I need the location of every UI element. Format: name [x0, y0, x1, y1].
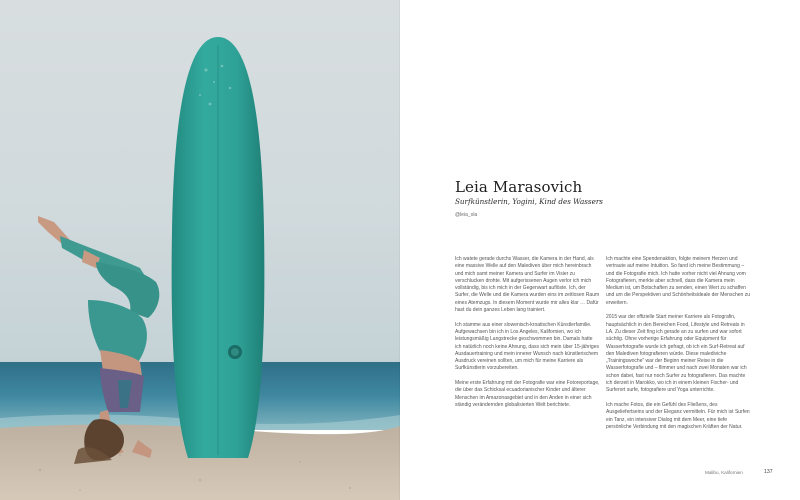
- photo-caption: Malibu, Kalifornien: [705, 470, 743, 475]
- article-title: Leia Marasovich: [455, 178, 583, 196]
- text-page: [400, 0, 800, 500]
- paragraph: Ich watete gerade durchs Wasser, die Kamera in der Hand, als eine massive Welle auf den Malediven über mich hereinbrach und mich samt meiner Kamera und Surfer im Visier zu verschlucken drohte. Mit aufgerissenen Augen verlor ich mich vollständig, bis ich mich in der Gegenwart auflöste. Ich, der Surfer, die Welle und die Kamera wurden eins im zeitlosen Raum eines Atemzugs. In diesem Moment wurde mir alles klar … Dafür hast du dein ganzes Leben lang trainiert.: [455, 256, 600, 314]
- surfboard: [172, 37, 265, 458]
- instagram-handle: @leia_ola: [455, 212, 478, 218]
- text-column-right: [606, 256, 751, 438]
- paragraph: Ich stamme aus einer slowenisch-kroatischen Künstlerfamilie. Aufgewachsen bin ich in Los Angeles, Kalifornien, wo ich leistungsmäßig Langstrecke geschwommen bin. Damals hatte ich natürlich noch keine Ahnung, dass sich mein über 15-jähriges Ausdauertraining und mein innerer Wunsch nach künstlerischem Ausdruck vereinen sollten, um mich für meine Karriere als Surfkünstlerin vorzubereiten.: [455, 321, 599, 372]
- page-number: 137: [764, 469, 773, 475]
- paragraph: Ich mache Fotos, die ein Gefühl des Fließens, des Ausgeliefertseins und der Eleganz vermitteln. Für mich ist Surfen ein Tanz, ein intensiver Dialog mit dem Meer, eine tiefe persönliche Verbindung mit den magischen Kräften der Natur.: [606, 401, 750, 430]
- paragraph: Meine erste Erfahrung mit der Fotografie war eine Fotoreportage, die über das Schicksal ecuadorianischer Kinder und älterer Menschen im Amazonasgebiet und in den Anden in einer sich ständig verändernden globalisierten Welt berichtete.: [455, 380, 600, 408]
- article-subtitle: Surfkünstlerin, Yogini, Kind des Wassers: [455, 197, 603, 206]
- text-column-left: [455, 256, 600, 417]
- paragraph: 2015 war der offizielle Start meiner Karriere als Fotografin, hauptsächlich in den Bereichen Food, Lifestyle und Retreats in LA. Zu dieser Zeit fing ich gerade an zu surfen und war sofort süchtig. Ohne vorherige Erfahrung oder Equipment für Wasserfotografie wurde ich gefragt, ob ich ein Surf-Retreat auf den Malediven fotografieren würde. Diese malediviche „Trainingswoche“ war der Beginn meiner Reise in die Wasserfotografie und – flimmer und nach zwei Monaten war ich schon dabei, fast nur noch Surfer zu fotografieren. Das machte ich derzeit in Marokko, wo ich in einem kleinen Fischer- und Surferort surfe, fotografiere und Yoga unterrichte.: [606, 314, 747, 394]
- paragraph: Ich machte eine Spendenaktion, folgte meinem Herzen und vertraute auf meine Intuition. So fand ich meine Bestimmung – und die Fotografie mich. Ich hatte vorher nicht viel Ahnung vom Fotografieren, merkte aber schnell, dass die Kamera mein Medium ist, um Botschaften zu senden, einen Wert zu schaffen und um die Perspektiven und Schönheitsideale der Menschen zu erweitern.: [606, 256, 750, 306]
